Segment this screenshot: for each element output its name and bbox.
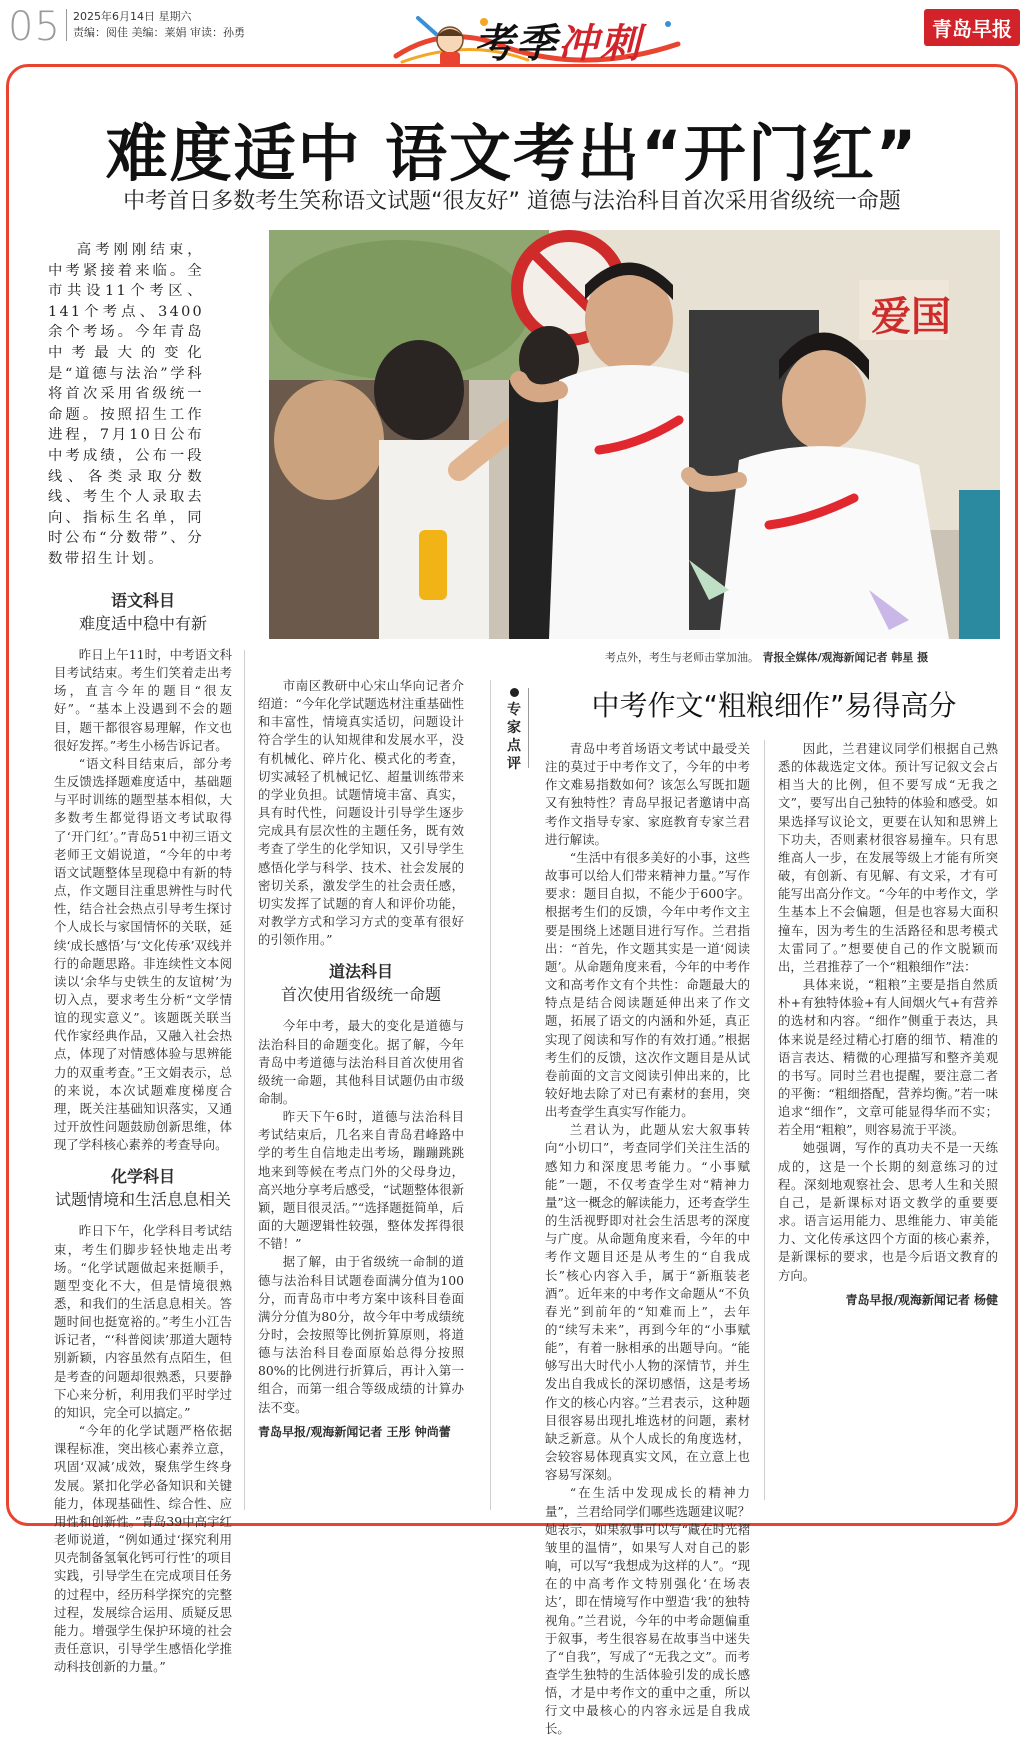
paragraph: 兰君认为，此题从宏大叙事转向“小切口”，考查同学们关注生活的感知力和深度思考能力。“小事赋能”一题，不仅考查学生对“精神力量”这一概念的解读能力，还考查学生的生活视野即对社会生活思考的深度与广度。从命题角度来看，今年的中考作文题目还是从考生的“自我成长”核心内容入手，属于“新瓶装老酒”。近年来的中考作文命题从“不负春光”到前年的“知难而上”，去年的“续写未来”，再到今年的“小事赋能”，有着一脉相承的出题导向。“能够写出大时代小人物的深情节，并生发出自我成长的深切感悟，这是考场作文的核心内容。”兰君表示，这种题目很容易出现扎堆选材的问题，素材缺乏新意。从个人成长的角度选材，会较容易体现真实文风，在立意上也容易写深刻。 <box>545 1122 750 1483</box>
paragraph: 青岛中考首场语文考试中最受关注的莫过于中考作文了，今年的中考作文难易指数如何？该怎么写既扣题又有独特性？青岛早报记者邀请中高考作文指导专家、家庭教育专家兰君进行解读。 <box>545 741 750 847</box>
column-brand <box>388 4 688 72</box>
newspaper-logo: 青岛早报 <box>924 9 1020 46</box>
section-title: 语文科目 <box>110 591 175 610</box>
section-subtitle: 难度适中稳中有新 <box>78 614 207 633</box>
section-heading-chinese <box>54 590 232 636</box>
column-divider <box>490 680 491 1510</box>
column-2 <box>258 677 464 1440</box>
photo-caption <box>605 649 928 665</box>
paragraph: “语文科目结束后，部分考生反馈选择题难度适中，基础题与平时训练的题型基本相似，大多数考生都觉得语文考试取得了‘开门红’。”青岛51中初三语文老师王文娟说道，“今年的中考语文试题整体呈现稳中有新的特点，作文题目注重思辨性与时代性，结合社会热点引导考生探讨个人成长与家国情怀的关联，延续‘成长感悟’与‘文化传承’双线并行的命题思路。非连续性文本阅读以‘余华与史铁生的友谊树’为切入点，要求考生分析“文学情谊的现实意义”。该题既关联当代作家经典作品，又融入社会热点，体现了对情感体验与思辨能力的双重考查。”王文娟表示，总的来说，本次试题难度梯度合理，既关注基础知识落实，又通过开放性问题鼓励创新思维，体现了学科核心素养的考查导向。 <box>54 755 232 1153</box>
paragraph: 具体来说，“粗粮”主要是指自然质朴+有独特体验+有人间烟火气+有营养的选材和内容。“细作”侧重于表达，具体来说是经过精心打磨的细节、精准的语言表达、精微的心理描写和整齐美观的书写。同时兰君也提醒，要注意二者的平衡：“粗细搭配，营养均衡。”若一味追求“细作”，文章可能显得华而不实；若全用“粗粮”，则容易流于平淡。 <box>778 977 998 1138</box>
students-high-five-photo <box>269 230 1000 639</box>
page-number: 05 <box>8 4 61 50</box>
paragraph: 市南区教研中心宋山华向记者介绍道：“今年化学试题选材注重基础性和丰富性，情境真实适切，问题设计符合学生的认知规律和发展水平，没有机械化、碎片化、模式化的考查，切实减轻了机械记忆、超量训练带来的学业负担。试题情境丰富、真实，具有时代性，问题设计引导学生逐步完成具有层次性的主题任务，既有效考查了学生的化学知识，又引导学生感悟化学与科学、技术、社会发展的密切关系，激发学生的社会责任感，切实发挥了试题的育人和评价功能，对教学方式和学习方式的变革有很好的引领作用。” <box>258 678 464 948</box>
editor-credits: 责编：阅佳 美编：莱娟 审读：孙勇 <box>73 26 245 39</box>
issue-meta <box>66 9 245 41</box>
column-brand-title: 考季冲刺 <box>474 20 642 67</box>
issue-date: 2025年6月14日 星期六 <box>73 10 192 23</box>
subheadline: 中考首日多数考生笑称语文试题“很友好” 道德与法治科目首次采用省级统一命题 <box>123 189 901 214</box>
byline: 青岛早报/观海新闻记者 杨健 <box>845 1292 998 1307</box>
commentary-column-1 <box>545 740 750 1739</box>
paragraph: “今年的化学试题严格依据课程标准，突出核心素养立意，巩固‘双减’成效，聚焦学生终身发展。紧扣化学必备知识和关键能力，体现基础性、综合性、应用性和创新性。”青岛39中高宇红老师说道，“例如通过‘探究利用贝壳制备氢氧化钙可行性’的项目实践，引导学生在完成项目任务的过程中，经历科学探究的完整过程，发展综合运用、质疑反思能力。增强学生保护环境的社会责任意识，引导学生感悟化学推动科技创新的力量。” <box>54 1423 232 1675</box>
paragraph: 昨日下午，化学科目考试结束，考生们脚步轻快地走出考场。“化学试题做起来挺顺手，题型变化不大，但是情境很熟悉，和我们的生活息息相关。答题时间也挺宽裕的。”考生小江告诉记者，“‘科普阅读’那道大题特别新颖，内容虽然有点陌生，但是考查的问题却很熟悉，只要静下心来分析，利用我们平时学过的知识，完全可以搞定。” <box>54 1223 232 1420</box>
commentary-column-2 <box>778 740 998 1308</box>
commentary-tag <box>503 688 525 773</box>
section-title: 道法科目 <box>328 962 393 982</box>
section-subtitle: 试题情境和生活息息相关 <box>54 1190 231 1210</box>
paragraph: 她强调，写作的真功夫不是一天练成的，这是一个长期的刻意练习的过程。深刻地观察社会、思考人生和关照自己，是新课标对语文教学的重要要求。语言运用能力、思维能力、审美能力、文化传承这四个方面的核心素养，是新课标的要求，也是今后语文教育的方向。 <box>778 1140 998 1283</box>
photo-caption-text: 考点外，考生与老师击掌加油。 <box>605 651 759 664</box>
column-1 <box>54 580 232 1676</box>
column-divider <box>244 650 245 1510</box>
bullet-icon <box>510 688 519 697</box>
svg-text:爱国: 爱国 <box>871 294 951 340</box>
paragraph: “生活中有很多美好的小事，这些故事可以给人们带来精神力量。”写作要求：题目自拟，不能少于600字。根据考生们的反馈，今年中考作文主要是围绕上述题目进行写作。兰君指出：“首先，作文题其实是一道‘阅读题’。从命题角度来看，今年的中考作文和高考作文有个共性：命题最大的特点是结合阅读题延伸出来了作文题，拓展了语文的内涵和外延，真正实现了阅读和写作的有效打通。”根据考生们的反馈，这次作文题目是从试卷前面的文言文阅读引伸出来的，比较好地去除了对已有素材的套用，突出考查学生真实写作能力。 <box>545 849 750 1120</box>
headline: 难度适中 语文考出“开门红” <box>105 117 919 190</box>
commentary-tag-line <box>528 688 529 768</box>
paragraph: 昨日上午11时，中考语文科目考试结束。考生们笑着走出考场，直言今年的题目“很友好”。“基本上没遇到不会的题目，题干都很容易理解，作文也很好发挥。”考生小杨告诉记者。 <box>54 647 232 753</box>
column-divider <box>764 740 765 1500</box>
section-heading-morality <box>258 961 464 1007</box>
byline: 青岛早报/观海新闻记者 王彤 钟尚蕾 <box>258 1424 451 1439</box>
commentary-tag-text: 专家点评 <box>507 702 521 772</box>
paragraph: 因此，兰君建议同学们根据自己熟悉的体裁选定文体。预计写记叙文会占相当大的比例，但不要写成“无我之文”，要写出自己独特的体验和感受。如果选择写议论文，更要在认知和思辨上下功夫，否则素材很容易撞车。只有思维高人一步，在发展等级上才能有所突破，有创新、有见解、有文采，才有可能写出高分作文。“今年的中考作文，学生基本上不会偏题，但是也容易大面积撞车，因为考生的生活路径和思考模式太雷同了。”想要使自己的作文脱颖而出，兰君推荐了一个“粗粮细作”法： <box>778 741 998 974</box>
paragraph: “在生活中发现成长的精神力量”，兰君给同学们哪些选题建议呢？她表示，如果叙事可以写“藏在时光褶皱里的温情”，如果写人对自己的影响，可以写“我想成为这样的人”。“现在的中高考作文特别强化‘在场表达’，即在情境写作中塑造‘我’的独特视角。”兰君说，今年的中考命题偏重于叙事，考生很容易在故事当中迷失了“自我”，写成了“无我之文”。而考查学生独特的生活体验引发的成长感悟，才是中考作文的重中之重，所以行文中最核心的内容永远是自我成长。 <box>545 1485 750 1737</box>
lead-paragraph: 高考刚刚结束，中考紧接着来临。全市共设11个考区、141个考点、3400余个考场。今年青岛中考最大的变化是“道德与法治”学科将首次采用省级统一命题。按照招生工作进程，7月10日公布中考成绩，公布一段线、各类录取分数线、考生个人录取去向、指标生名单，同时公布“分数带”、分数带招生计划。 <box>48 242 204 567</box>
paragraph: 昨天下午6时，道德与法治科目考试结束后，几名来自青岛君峰路中学的考生自信地走出考场，蹦蹦跳跳地来到等候在考点门外的父母身边，高兴地分享考后感受，“试题整体很新颖，题目很灵活。”“选择题挺简单，后面的大题逻辑性较强，整体发挥得很不错！” <box>258 1109 464 1252</box>
paragraph: 据了解，由于省级统一命制的道德与法治科目试题卷面满分值为100分，而青岛市中考方案中该科目卷面满分分值为80分，故今年中考成绩统分时，会按照等比例折算原则，将道德与法治科目卷面原始总得分按照80%的比例进行折算后，再计入第一组合，而第一组合等级成绩的计算办法不变。 <box>258 1254 464 1415</box>
section-title: 化学科目 <box>110 1167 175 1187</box>
commentary-title: 中考作文“粗粮细作”易得高分 <box>591 689 957 722</box>
section-heading-chemistry <box>54 1166 232 1212</box>
photo-credit: 青报全媒体/观海新闻记者 韩星 摄 <box>762 651 929 664</box>
section-subtitle: 首次使用省级统一命题 <box>280 985 441 1005</box>
paragraph: 今年中考，最大的变化是道德与法治科目的命题变化。据了解，今年青岛中考道德与法治科目首次使用省级统一命题，其他科目试题仍由市级命制。 <box>258 1018 464 1106</box>
news-photo <box>269 230 1000 639</box>
